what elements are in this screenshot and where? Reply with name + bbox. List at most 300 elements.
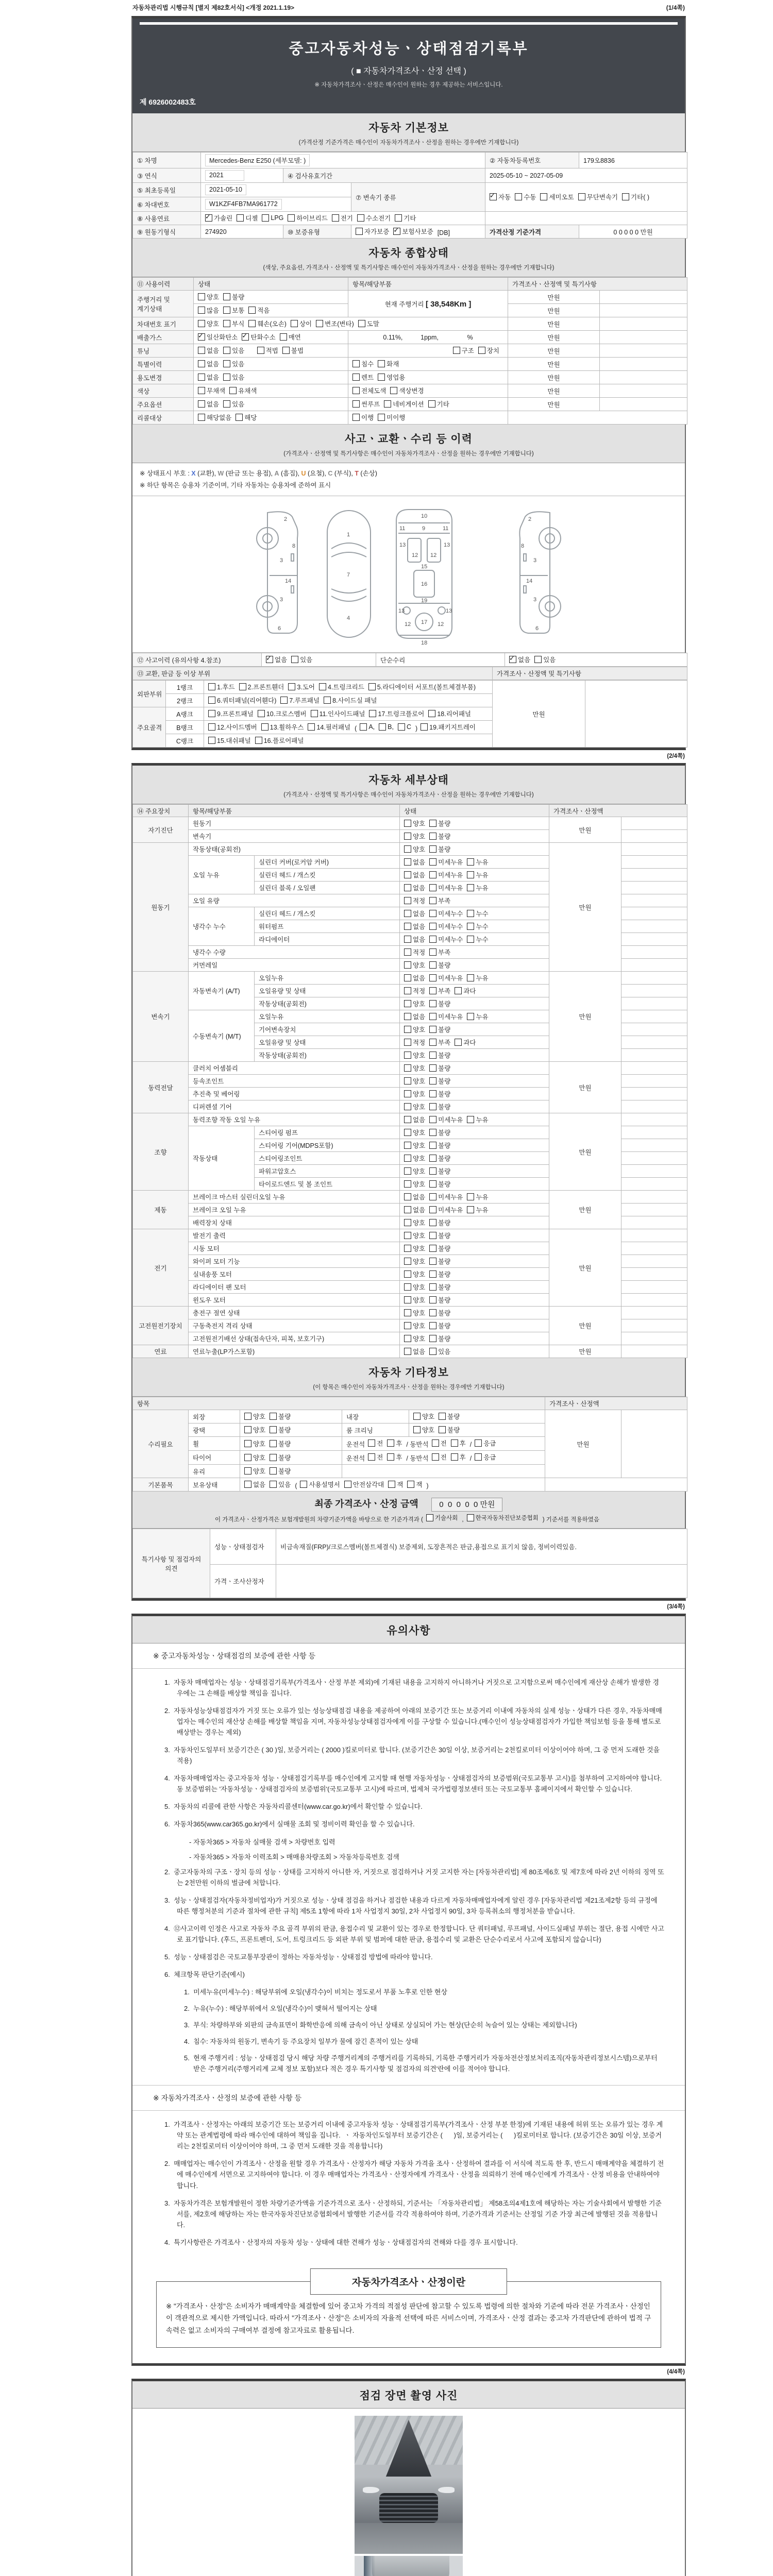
checkbox-부족[interactable]: [429, 896, 450, 905]
checkbox-보험사보증[interactable]: [393, 227, 433, 236]
checkbox-불량[interactable]: [429, 1218, 450, 1227]
row-state: [240, 1451, 342, 1465]
checkbox-양호[interactable]: [404, 1050, 425, 1060]
checkbox-미세누유[interactable]: [429, 870, 463, 879]
checkbox-기타[interactable]: [395, 213, 416, 223]
checkbox-과다[interactable]: [455, 1038, 476, 1047]
checkbox-label: 렌트: [361, 374, 374, 381]
checkbox-양호[interactable]: [404, 832, 425, 841]
checkbox-7.루프패널[interactable]: [280, 696, 320, 705]
checkbox-없음[interactable]: [404, 1192, 425, 1201]
etc-col-item: 항목: [133, 1397, 545, 1410]
checkbox-양호[interactable]: [244, 1453, 265, 1462]
unchecked-checkbox-icon: [404, 1064, 411, 1072]
svg-text:4: 4: [347, 615, 350, 621]
checkbox-적정[interactable]: [404, 986, 425, 995]
checkbox-불량[interactable]: [270, 1425, 291, 1434]
checkbox-불량[interactable]: [429, 1050, 450, 1060]
checkbox-해당없음[interactable]: [198, 413, 231, 422]
unchecked-checkbox-icon: [280, 333, 287, 341]
checkbox-양호[interactable]: [404, 1269, 425, 1279]
checkbox-없음[interactable]: [404, 857, 425, 867]
checkbox-없음[interactable]: [198, 372, 219, 382]
checkbox-label: 보험사보증: [402, 228, 433, 235]
checkbox-장치[interactable]: [478, 346, 499, 355]
checkbox-썬루프[interactable]: [352, 399, 380, 409]
checkbox-불량[interactable]: [429, 1244, 450, 1253]
checkbox-양호[interactable]: [404, 960, 425, 970]
checkbox-label: 11.인사이드패널: [319, 710, 365, 718]
unchecked-checkbox-icon: [352, 387, 360, 394]
unchecked-checkbox-icon: [404, 923, 411, 930]
checkbox-label: 양호: [413, 1090, 426, 1098]
checkbox-후[interactable]: [387, 1438, 402, 1448]
checkbox-무채색[interactable]: [198, 386, 225, 395]
checkbox-불법[interactable]: [282, 346, 304, 355]
checkbox-불량[interactable]: [270, 1466, 291, 1476]
note-cell: [621, 1229, 687, 1242]
checkbox-18.리어패널[interactable]: [428, 709, 471, 718]
note-cell: [621, 1255, 687, 1268]
checkbox-안전삼각대[interactable]: [344, 1480, 384, 1489]
checkbox-불량[interactable]: [429, 999, 450, 1008]
checkbox-무단변속기[interactable]: [578, 192, 618, 201]
checkbox-label: 부족: [438, 897, 451, 905]
checkbox-불량[interactable]: [270, 1453, 291, 1462]
checkbox-수동[interactable]: [515, 192, 536, 201]
checkbox-렌트[interactable]: [352, 372, 374, 382]
checkbox-불량[interactable]: [429, 1295, 450, 1304]
checkbox-기타( )[interactable]: [622, 192, 649, 201]
checkbox-수소전기[interactable]: [357, 213, 391, 223]
checkbox-없음[interactable]: [266, 655, 287, 664]
checkbox-양호[interactable]: [413, 1425, 434, 1434]
checkbox-구조[interactable]: [453, 346, 474, 355]
checkbox-훼손(오손)[interactable]: [248, 319, 287, 328]
detail-col-price: 가격조사ㆍ산정액: [549, 805, 687, 817]
checkbox-15.대쉬패널[interactable]: [208, 736, 251, 745]
checkbox-탄화수소[interactable]: [242, 332, 275, 342]
checkbox-부족[interactable]: [429, 1038, 450, 1047]
checkbox-label: 유채색: [238, 387, 257, 395]
row-state: [400, 1191, 549, 1204]
checkbox-불량[interactable]: [429, 1128, 450, 1137]
checkbox-없음[interactable]: [509, 655, 530, 664]
checkbox-없음[interactable]: [198, 399, 219, 409]
checkbox-label: 변조(변타): [325, 320, 354, 328]
checkbox-양호[interactable]: [404, 1166, 425, 1176]
checkbox-label: 17.트렁크플로어: [378, 710, 425, 718]
note-cell: [621, 1268, 687, 1281]
checkbox-누수[interactable]: [467, 909, 488, 918]
unit-cell: 만원: [508, 371, 600, 384]
checkbox-불량[interactable]: [429, 1321, 450, 1330]
checkbox-12.사이드멤버[interactable]: [208, 722, 257, 732]
checkbox-유채색[interactable]: [229, 386, 257, 395]
text: / 동반석: [406, 1455, 429, 1462]
checkbox-label: 기타( ): [631, 194, 649, 201]
remarks-group: 특기사항 및 점검자의 의견: [133, 1529, 210, 1598]
checkbox-누유[interactable]: [467, 857, 488, 867]
unchecked-checkbox-icon: [244, 1440, 251, 1447]
usagechange-state: [194, 371, 348, 384]
unchecked-checkbox-icon: [270, 1440, 277, 1447]
notice-item: 3. 자동차인도일부터 보증기간은 ( 30 )일, 보증거리는 ( 2000 )킬로미터로 합니다. (보증기간은 30일 이상, 보증거리는 2천킬로미터 이상이어야 하며, 그 중 먼저 도래한 것을 적용): [164, 1746, 662, 1765]
checkbox-불량[interactable]: [429, 1179, 450, 1189]
checkbox-불량[interactable]: [429, 1102, 450, 1111]
checkbox-양호[interactable]: [404, 1141, 425, 1150]
checkbox-가솔린[interactable]: [205, 213, 232, 223]
checkbox-A,[interactable]: [360, 723, 375, 731]
checkbox-불량[interactable]: [429, 1025, 450, 1034]
unchecked-checkbox-icon: [429, 1348, 436, 1355]
checkbox-불량[interactable]: [429, 1231, 450, 1240]
checkbox-양호[interactable]: [244, 1439, 265, 1448]
checkbox-미이행[interactable]: [378, 413, 405, 422]
checkbox-누유[interactable]: [467, 1205, 488, 1214]
unchecked-checkbox-icon: [244, 1426, 251, 1433]
basis-note: ※ 하단 항목은 승용차 기준이며, 기타 자동차는 승용차에 준하여 표시: [140, 481, 331, 489]
checkbox-누수[interactable]: [467, 935, 488, 944]
checkbox-없음[interactable]: [244, 1480, 265, 1489]
checkbox-일산화탄소[interactable]: [198, 332, 238, 342]
checkbox-양호[interactable]: [404, 1308, 425, 1317]
checkbox-누유[interactable]: [467, 870, 488, 879]
unchecked-checkbox-icon: [404, 1155, 411, 1162]
checkbox-부족[interactable]: [429, 986, 450, 995]
checkbox-양호[interactable]: [404, 1076, 425, 1086]
checkbox-label: 일산화탄소: [207, 334, 238, 341]
checkbox-양호[interactable]: [404, 1102, 425, 1111]
rankC-items: [204, 734, 493, 748]
checkbox-label: 양호: [413, 1103, 426, 1111]
checkbox-label: 불량: [278, 1468, 291, 1475]
checkbox-19.패키지트레이[interactable]: [421, 722, 476, 732]
checkbox-label: 세미오토: [549, 194, 574, 201]
checkbox-3.도어[interactable]: [288, 682, 315, 691]
checkbox-누유[interactable]: [467, 1115, 488, 1124]
checkbox-없음[interactable]: [404, 1115, 425, 1124]
checkbox-기타[interactable]: [428, 399, 449, 409]
checkbox-후[interactable]: [451, 1452, 466, 1462]
checkbox-기술사회[interactable]: [426, 1514, 458, 1522]
checkbox-없음[interactable]: [404, 870, 425, 879]
checkbox-미세누유[interactable]: [429, 973, 463, 982]
checkbox-세미오토[interactable]: [540, 192, 574, 201]
checkbox-사용설명서[interactable]: [300, 1480, 340, 1489]
checkbox-부식[interactable]: [223, 319, 244, 328]
checkbox-label: 불량: [438, 1180, 451, 1188]
checkbox-없음[interactable]: [404, 883, 425, 892]
checkbox-적음[interactable]: [248, 306, 270, 315]
checkbox-16.플로어패널[interactable]: [255, 736, 304, 745]
checkbox-양호[interactable]: [404, 1179, 425, 1189]
checkbox-label: 불량: [438, 1167, 451, 1175]
checkbox-4.트렁크리드[interactable]: [319, 682, 364, 691]
checkbox-양호[interactable]: [404, 1244, 425, 1253]
checkbox-2.프론트휀더[interactable]: [239, 682, 284, 691]
checkbox-디젤[interactable]: [237, 213, 258, 223]
checkbox-양호[interactable]: [404, 1257, 425, 1266]
checkbox-17.트렁크플로어[interactable]: [369, 709, 424, 718]
unit-cell: 만원: [508, 304, 600, 317]
checkbox-불량[interactable]: [439, 1412, 460, 1421]
checkbox-과다[interactable]: [455, 986, 476, 995]
checkbox-불량[interactable]: [429, 1154, 450, 1163]
checkbox-네비게이션[interactable]: [384, 399, 424, 409]
checkbox-양호[interactable]: [244, 1466, 265, 1476]
checkbox-불량[interactable]: [429, 960, 450, 970]
checkbox-색상변경[interactable]: [390, 386, 424, 395]
checkbox-불량[interactable]: [429, 819, 450, 828]
checkbox-1.후드[interactable]: [208, 682, 235, 691]
checkbox-불량[interactable]: [429, 1308, 450, 1317]
note-cell: [621, 1165, 687, 1178]
unchecked-checkbox-icon: [357, 214, 364, 222]
checkbox-양호[interactable]: [198, 319, 219, 328]
checkbox-적법[interactable]: [257, 346, 278, 355]
checkbox-응급[interactable]: [475, 1452, 496, 1462]
svg-text:10: 10: [421, 513, 428, 519]
checkbox-양호[interactable]: [404, 999, 425, 1008]
checkbox-label: 양호: [422, 1413, 435, 1420]
checkbox-없음[interactable]: [198, 346, 219, 355]
checkbox-많음[interactable]: [198, 306, 219, 315]
unchecked-checkbox-icon: [404, 1013, 411, 1020]
checkbox-B,[interactable]: [379, 723, 394, 731]
checkbox-label: 양호: [413, 961, 426, 969]
checkbox-있음[interactable]: [534, 655, 556, 664]
text: ): [415, 725, 418, 732]
checkbox-label: 불량: [278, 1413, 291, 1420]
checkbox-양호[interactable]: [404, 1334, 425, 1343]
checkbox-있음[interactable]: [223, 346, 244, 355]
checkbox-있음[interactable]: [270, 1480, 291, 1489]
row-state: [240, 1410, 342, 1423]
notice-body-1: [132, 1669, 685, 2086]
checkbox-양호[interactable]: [244, 1425, 265, 1434]
checkbox-있음[interactable]: [223, 372, 244, 382]
checkbox-양호[interactable]: [404, 1282, 425, 1292]
checkbox-불량[interactable]: [429, 832, 450, 841]
checkbox-없음[interactable]: [404, 973, 425, 982]
checkbox-없음[interactable]: [404, 935, 425, 944]
checkbox-적정[interactable]: [404, 896, 425, 905]
checkbox-양호[interactable]: [244, 1412, 265, 1421]
checkbox-label: 양호: [253, 1454, 266, 1462]
checkbox-없음[interactable]: [404, 922, 425, 931]
fuel-label: ⑧ 사용연료: [133, 212, 201, 225]
checkbox-불량[interactable]: [429, 844, 450, 854]
checkbox-적정[interactable]: [404, 1038, 425, 1047]
checkbox-불량[interactable]: [429, 1166, 450, 1176]
checkbox-잭[interactable]: [388, 1480, 403, 1489]
checkbox-양호[interactable]: [404, 844, 425, 854]
checkbox-LPG[interactable]: [262, 214, 283, 222]
accident-subheading: (가격조사ㆍ산정액 및 특기사항은 매수인이 자동차가격조사ㆍ산정을 원하는 경우에만 기재합니다): [283, 451, 534, 457]
accident-history-state: [262, 653, 376, 667]
vehicle-name-value: Mercedes-Benz E250 (세부모델: ): [201, 152, 485, 168]
checkbox-11.인사이드패널[interactable]: [311, 709, 365, 718]
checkbox-없음[interactable]: [404, 1347, 425, 1356]
checkbox-label: 불량: [232, 294, 245, 301]
checkbox-자동[interactable]: [490, 192, 511, 201]
checkbox-누유[interactable]: [467, 883, 488, 892]
checkbox-전[interactable]: [368, 1438, 383, 1448]
row-label: 오일 유량: [189, 894, 400, 907]
checkbox-전[interactable]: [432, 1452, 447, 1462]
checkbox-label: 적정: [413, 1039, 426, 1046]
checkbox-보통[interactable]: [223, 306, 244, 315]
checkbox-10.크로스멤버[interactable]: [258, 709, 307, 718]
checkbox-양호[interactable]: [413, 1412, 434, 1421]
appraiser-label: 가격ㆍ조사산정자: [210, 1565, 276, 1598]
checkbox-양호[interactable]: [404, 1321, 425, 1330]
checkbox-label: 불량: [438, 1129, 451, 1137]
checkbox-미세누수[interactable]: [429, 922, 463, 931]
checkbox-label: 6.쿼터패널(리어휀다): [217, 697, 277, 704]
checkbox-있음[interactable]: [429, 1347, 450, 1356]
checkbox-적정[interactable]: [404, 947, 425, 957]
checkbox-불량[interactable]: [429, 1089, 450, 1098]
checkbox-미세누수[interactable]: [429, 935, 463, 944]
checkbox-양호[interactable]: [404, 1063, 425, 1073]
checkbox-미세누유[interactable]: [429, 1012, 463, 1021]
checkbox-미세누유[interactable]: [429, 857, 463, 867]
checkbox-6.쿼터패널(리어휀다)[interactable]: [208, 696, 276, 705]
checkbox-불량[interactable]: [429, 1076, 450, 1086]
checkbox-14.필러패널[interactable]: [308, 722, 350, 732]
checkbox-양호[interactable]: [404, 1089, 425, 1098]
unchecked-checkbox-icon: [429, 1013, 436, 1020]
checkbox-없음[interactable]: [404, 1205, 425, 1214]
checkbox-불량[interactable]: [223, 292, 244, 301]
checkbox-불량[interactable]: [439, 1425, 460, 1434]
checkbox-불량[interactable]: [270, 1412, 291, 1421]
checkbox-있음[interactable]: [223, 359, 244, 368]
checkbox-영업용[interactable]: [378, 372, 405, 382]
checkbox-전기[interactable]: [332, 213, 353, 223]
checkbox-도말[interactable]: [358, 319, 379, 328]
unchecked-checkbox-icon: [404, 897, 411, 904]
checkbox-label: 불량: [447, 1413, 460, 1420]
checkbox-C[interactable]: [398, 723, 411, 731]
checkbox-잭[interactable]: [407, 1480, 422, 1489]
checkbox-전[interactable]: [368, 1452, 383, 1462]
checkbox-5.라디에이터 서포트(볼트체결부품)[interactable]: [368, 682, 476, 691]
checkbox-없음[interactable]: [198, 359, 219, 368]
checkbox-상이[interactable]: [291, 319, 312, 328]
checkbox-8.사이드실 패널[interactable]: [324, 696, 377, 705]
checkbox-미세누유[interactable]: [429, 883, 463, 892]
checkbox-13.휠하우스[interactable]: [261, 722, 304, 732]
note-cell: [621, 1126, 687, 1139]
checkbox-불량[interactable]: [429, 1282, 450, 1292]
checkbox-없음[interactable]: [404, 909, 425, 918]
checkbox-label: 과다: [463, 1039, 476, 1046]
checkbox-전체도색[interactable]: [352, 386, 386, 395]
checkbox-누수[interactable]: [467, 922, 488, 931]
checkbox-누유[interactable]: [467, 973, 488, 982]
row-state: [400, 1062, 549, 1075]
checkbox-양호[interactable]: [404, 1231, 425, 1240]
checkbox-label: 불량: [438, 1309, 451, 1317]
checkbox-label: 13.휠하우스: [270, 724, 304, 731]
checkbox-누유[interactable]: [467, 1012, 488, 1021]
unchecked-checkbox-icon: [429, 1232, 436, 1239]
checkbox-양호[interactable]: [404, 1025, 425, 1034]
checkbox-양호[interactable]: [404, 1128, 425, 1137]
checkbox-있음[interactable]: [223, 399, 244, 409]
checkbox-양호[interactable]: [404, 1154, 425, 1163]
checkbox-label: 불량: [278, 1427, 291, 1434]
checkbox-매연[interactable]: [280, 332, 301, 342]
checkbox-침수[interactable]: [352, 359, 374, 368]
unchecked-checkbox-icon: [198, 374, 205, 381]
checkbox-불량[interactable]: [270, 1439, 291, 1448]
unchecked-checkbox-icon: [428, 710, 435, 717]
checkbox-있음[interactable]: [291, 655, 312, 664]
checkbox-후[interactable]: [387, 1452, 402, 1462]
checkbox-불량[interactable]: [429, 1063, 450, 1073]
checkbox-label: 양호: [413, 1283, 426, 1291]
checkbox-후[interactable]: [451, 1438, 466, 1448]
checkbox-양호[interactable]: [404, 1295, 425, 1304]
checkbox-누유[interactable]: [467, 1192, 488, 1201]
row-state: [400, 1139, 549, 1152]
checkbox-이행[interactable]: [352, 413, 374, 422]
checkbox-label: 네비게이션: [393, 401, 424, 408]
checkbox-label: 양호: [413, 1077, 426, 1085]
row-state: [400, 1010, 549, 1023]
checkbox-불량[interactable]: [429, 1141, 450, 1150]
unchecked-checkbox-icon: [429, 1245, 436, 1252]
checkbox-한국자동차진단보증협회[interactable]: [467, 1514, 539, 1522]
checkbox-해당[interactable]: [236, 413, 257, 422]
notice-item: 3. 성능ㆍ상태점검자(자동차정비업자)가 거짓으로 성능ㆍ상태 점검을 하거나 점검한 내용과 다르게 자동차매매업자에게 알린 경우 [자동차관리법 제21조제2항 등의 규정에 따른 행정처분의 기준과 절차에 관한 규칙] 제5조 1항에 따라 1차 사업정지 30일, 2차 사업정지 90일, 3차 등록취소의 행정처분을 받습니다.: [164, 1896, 660, 1915]
code-text: (흠집),: [279, 470, 301, 477]
note-cell: [621, 882, 687, 894]
checkbox-미세누유[interactable]: [429, 1192, 463, 1201]
unchecked-checkbox-icon: [404, 1219, 411, 1226]
checkbox-양호[interactable]: [404, 819, 425, 828]
checkbox-미세누유[interactable]: [429, 1115, 463, 1124]
checkbox-9.프론트패널[interactable]: [208, 709, 254, 718]
checkbox-부족[interactable]: [429, 947, 450, 957]
note-cell: [600, 317, 687, 331]
checkbox-전[interactable]: [432, 1438, 447, 1448]
checkbox-불량[interactable]: [429, 1334, 450, 1343]
checkbox-화재[interactable]: [378, 359, 399, 368]
checkbox-자가보증[interactable]: [356, 227, 389, 236]
checkbox-미세누유[interactable]: [429, 1205, 463, 1214]
checkbox-불량[interactable]: [429, 1269, 450, 1279]
checkbox-불량[interactable]: [429, 1257, 450, 1266]
checkbox-양호[interactable]: [404, 1218, 425, 1227]
checkbox-하이브리드[interactable]: [288, 213, 327, 223]
checkbox-label: 전기: [340, 215, 353, 222]
checkbox-label: 없음: [207, 401, 220, 408]
checkbox-없음[interactable]: [404, 1012, 425, 1021]
checkbox-label: 양호: [413, 1142, 426, 1149]
usagechange-items: [348, 371, 508, 384]
checkbox-변조(변타)[interactable]: [316, 319, 354, 328]
checkbox-미세누수[interactable]: [429, 909, 463, 918]
row-label: 윈도우 모터: [189, 1294, 400, 1307]
checkbox-응급[interactable]: [475, 1438, 496, 1448]
car-damage-diagram: [132, 496, 685, 653]
checkbox-양호[interactable]: [198, 292, 219, 301]
